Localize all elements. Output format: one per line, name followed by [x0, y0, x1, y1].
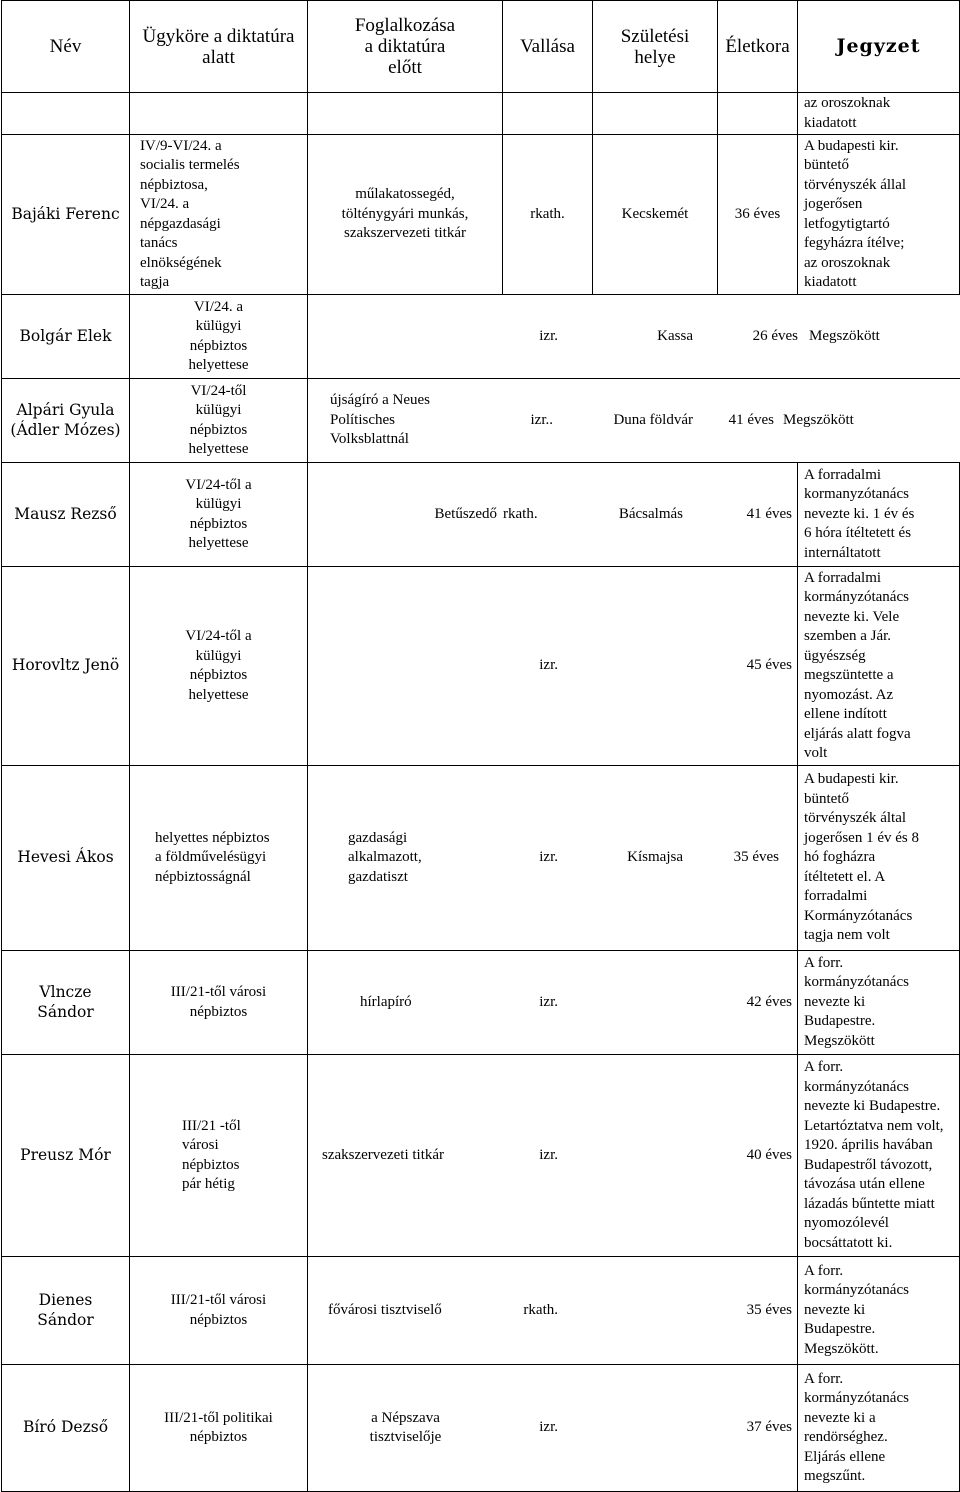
age-cell: 35 éves — [733, 849, 779, 866]
birthplace-cell: Kísmajsa — [627, 849, 683, 866]
merged-details-cell — [308, 1365, 798, 1492]
religion-cell: izr. — [539, 1146, 558, 1163]
birthplace-cell: Kassa — [657, 327, 693, 344]
occupation-cell: fővárosi tisztviselő — [328, 1301, 442, 1318]
header-religion: Vallása — [503, 1, 593, 93]
role-cell: III/21 -től városi népbiztos pár hétig — [130, 1055, 308, 1257]
header-row — [2, 1, 960, 93]
religion-cell: izr. — [539, 849, 558, 866]
person-name: Alpári Gyula (Ádler Mózes) — [2, 379, 130, 463]
person-name: Mausz Rezső — [2, 463, 130, 567]
occupation-cell: gazdasági alkalmazott, gazdatiszt — [348, 829, 422, 885]
religion-cell: rkath. — [503, 135, 593, 295]
role-cell: III/21-től városi népbiztos — [130, 951, 308, 1055]
notes-cell: Megszökött — [783, 411, 854, 428]
merged-details-cell — [308, 766, 798, 951]
person-name: Vlncze Sándor — [2, 951, 130, 1055]
role-cell: VI/24. a külügyi népbiztos helyettese — [130, 295, 308, 379]
merged-details-cell — [308, 567, 798, 766]
notes-cell: A budapesti kir. büntető törvényszék által jogerősen 1 év és 8 hó fogházra ítéltetett el. A forradalmi Kormányzótanács tagja nem volt — [798, 766, 960, 951]
person-name: Bajáki Ferenc — [2, 135, 130, 295]
role-cell: helyettes népbiztos a földművelésügyi népbiztosságnál — [130, 766, 308, 951]
role-cell: VI/24-től a külügyi népbiztos helyettese — [130, 463, 308, 567]
age-cell: 36 éves — [718, 135, 798, 295]
religion-cell: izr. — [539, 1419, 558, 1436]
age-cell: 26 éves — [752, 327, 798, 344]
commissars-table — [1, 0, 960, 1492]
table-row — [2, 295, 960, 379]
person-name: Bolgár Elek — [2, 295, 130, 379]
occupation-cell: szakszervezeti titkár — [322, 1146, 445, 1163]
merged-details-cell — [308, 1257, 798, 1365]
table-row — [2, 951, 960, 1055]
table-row — [2, 567, 960, 766]
notes-cell: A forr. kormányzótanács nevezte ki Budapestre. Letartóztatva nem volt, 1920. április havában Budapestről távozott, távozása után ellene lázadás bűntette miatt nyomozólevél bocsáttatott ki. — [798, 1055, 960, 1257]
header-notes: Jegyzet — [798, 1, 960, 93]
notes-cell: A forradalmi kormányzótanács nevezte ki. Vele szemben a Jár. ügyészség megszüntette a nyomozást. Az ellene indított eljárás alatt fogva volt — [798, 567, 960, 766]
occupation-cell: Betűszedő — [434, 505, 497, 522]
birthplace-cell: Duna földvár — [613, 411, 693, 428]
age-cell: 35 éves — [746, 1301, 792, 1318]
age-cell: 42 éves — [746, 993, 792, 1010]
religion-cell: izr. — [539, 993, 558, 1010]
merged-details-cell — [308, 1055, 798, 1257]
role-cell: III/21-től politikai népbiztos — [130, 1365, 308, 1492]
notes-cell: A forr. kormányzótanács nevezte ki a rendörséghez. Eljárás ellene megszűnt. — [798, 1365, 960, 1492]
table-row — [2, 135, 960, 295]
role-cell: VI/24-től külügyi népbiztos helyettese — [130, 379, 308, 463]
table-row — [2, 766, 960, 951]
table-row — [2, 379, 960, 463]
birthplace-cell: Bácsalmás — [618, 505, 683, 522]
header-name: Név — [2, 1, 130, 93]
header-age: Életkora — [718, 1, 798, 93]
person-name: Bíró Dezső — [2, 1365, 130, 1492]
role-cell: III/21-től városi népbiztos — [130, 1257, 308, 1365]
occupation-cell: műlakatossegéd, tölténygyári munkás, szakszervezeti titkár — [308, 135, 503, 295]
age-cell: 45 éves — [746, 657, 792, 674]
notes-cell: A forr. kormányzótanács nevezte ki Budapestre. Megszökött — [798, 951, 960, 1055]
person-name: Hevesi Ákos — [2, 766, 130, 951]
age-cell: 41 éves — [728, 411, 774, 428]
notes-cell: Megszökött — [809, 327, 880, 344]
merged-details-cell — [308, 379, 960, 463]
table-row — [2, 463, 960, 567]
religion-cell: rkath. — [523, 1301, 558, 1318]
religion-cell: rkath. — [503, 505, 538, 522]
carryover-row — [2, 93, 960, 135]
notes-cell: A forradalmi kormanyzótanács nevezte ki. 1 év és 6 hóra ítéltetett és internáltatott — [798, 463, 960, 567]
table-row — [2, 1257, 960, 1365]
religion-cell: izr. — [539, 657, 558, 674]
occupation-cell: újságíró a Neues Polítisches Volksblattnál — [330, 392, 430, 448]
age-cell: 40 éves — [746, 1146, 792, 1163]
header-occupation: Foglalkozása a diktatúra előtt — [308, 1, 503, 93]
occupation-cell: hírlapíró — [360, 993, 412, 1010]
role-cell: VI/24-től a külügyi népbiztos helyettese — [130, 567, 308, 766]
notes-cell: A budapesti kir. büntető törvényszék állal jogerősen letfogytigtartó fegyházra ítélve; az oroszoknak kiadatott — [798, 135, 960, 295]
birthplace-cell: Kecskemét — [593, 135, 718, 295]
religion-cell: izr. — [539, 327, 558, 344]
table-row — [2, 1365, 960, 1492]
religion-cell: izr.. — [530, 411, 553, 428]
age-cell: 37 éves — [746, 1419, 792, 1436]
table-row — [2, 1055, 960, 1257]
occupation-cell: a Népszava tisztviselője — [369, 1409, 442, 1445]
person-name: Dienes Sándor — [2, 1257, 130, 1365]
merged-details-cell — [308, 295, 960, 379]
person-name: Horovltz Jenö — [2, 567, 130, 766]
role-cell: IV/9-VI/24. a socialis termelés népbiztosa, VI/24. a népgazdasági tanács elnökségének tagja — [130, 135, 308, 295]
header-role: Ügyköre a diktatúra alatt — [130, 1, 308, 93]
person-name: Preusz Mór — [2, 1055, 130, 1257]
age-cell: 41 éves — [746, 505, 792, 522]
notes-cell: A forr. kormányzótanács nevezte ki Budapestre. Megszökött. — [798, 1257, 960, 1365]
header-birthplace: Születési helye — [593, 1, 718, 93]
merged-details-cell — [308, 463, 798, 567]
carryover-note: az oroszoknak kiadatott — [798, 93, 960, 135]
merged-details-cell — [308, 951, 798, 1055]
